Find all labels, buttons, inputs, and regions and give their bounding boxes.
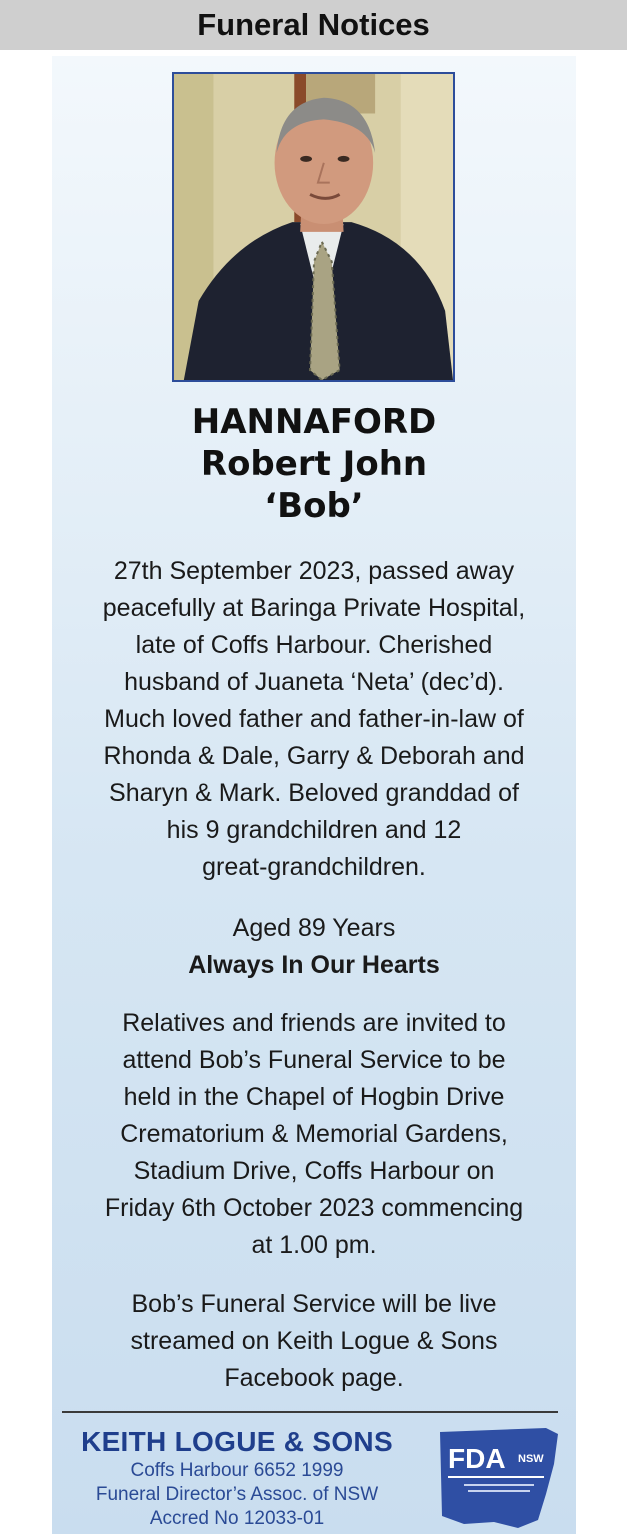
fda-nsw-logo bbox=[434, 1424, 564, 1532]
given-names: Robert John bbox=[200, 444, 428, 484]
logo-text: FDA bbox=[448, 1443, 506, 1474]
firm-phone: Coffs Harbour 6652 1999 bbox=[130, 1460, 344, 1481]
text-line: Sharyn & Mark. Beloved granddad of bbox=[109, 779, 519, 807]
text-line: peacefully at Baringa Private Hospital, bbox=[102, 594, 526, 622]
text-line: Stadium Drive, Coffs Harbour on bbox=[133, 1157, 495, 1185]
section-title: Funeral Notices bbox=[197, 7, 430, 42]
footer-divider bbox=[62, 1411, 558, 1413]
text-line: great-grandchildren. bbox=[202, 853, 426, 881]
surname: HANNAFORD bbox=[191, 402, 437, 442]
portrait-photo-icon bbox=[174, 74, 453, 380]
text-line: Crematorium & Memorial Gardens, bbox=[120, 1120, 508, 1148]
funeral-notice bbox=[52, 56, 576, 1534]
text-line: his 9 grandchildren and 12 bbox=[166, 816, 462, 844]
portrait-photo bbox=[172, 72, 455, 382]
text-line: attend Bob’s Funeral Service to be bbox=[122, 1046, 506, 1074]
firm-association: Funeral Director’s Assoc. of NSW bbox=[95, 1484, 379, 1505]
text-line: Friday 6th October 2023 commencing bbox=[104, 1194, 524, 1222]
text-line: held in the Chapel of Hogbin Drive bbox=[123, 1083, 505, 1111]
text-line: husband of Juaneta ‘Neta’ (dec’d). bbox=[124, 668, 504, 696]
notice-paragraph-livestream bbox=[52, 1286, 576, 1397]
age-line: Aged 89 Years bbox=[232, 914, 396, 942]
text-line: at 1.00 pm. bbox=[251, 1231, 377, 1259]
text-line: late of Coffs Harbour. Cherished bbox=[135, 631, 493, 659]
text-line: streamed on Keith Logue & Sons bbox=[130, 1327, 498, 1355]
notice-paragraph-details bbox=[52, 553, 576, 886]
deceased-name-block bbox=[52, 401, 576, 527]
funeral-director-info bbox=[52, 1425, 422, 1531]
text-line: Facebook page. bbox=[224, 1364, 404, 1392]
text-line: Much loved father and father-in-law of bbox=[104, 705, 524, 733]
firm-name: KEITH LOGUE & SONS bbox=[81, 1426, 393, 1457]
tagline: Always In Our Hearts bbox=[188, 951, 440, 979]
notice-paragraph-service bbox=[52, 1005, 576, 1264]
nickname: ‘Bob’ bbox=[264, 486, 364, 526]
text-line: Relatives and friends are invited to bbox=[122, 1009, 506, 1037]
text-line: Rhonda & Dale, Garry & Deborah and bbox=[103, 742, 525, 770]
text-line: 27th September 2023, passed away bbox=[113, 557, 515, 585]
section-header bbox=[0, 0, 627, 50]
text-line: Bob’s Funeral Service will be live bbox=[131, 1290, 497, 1318]
logo-state: NSW bbox=[518, 1453, 544, 1465]
firm-accreditation: Accred No 12033-01 bbox=[149, 1508, 325, 1529]
fda-nsw-logo-icon bbox=[434, 1424, 564, 1532]
